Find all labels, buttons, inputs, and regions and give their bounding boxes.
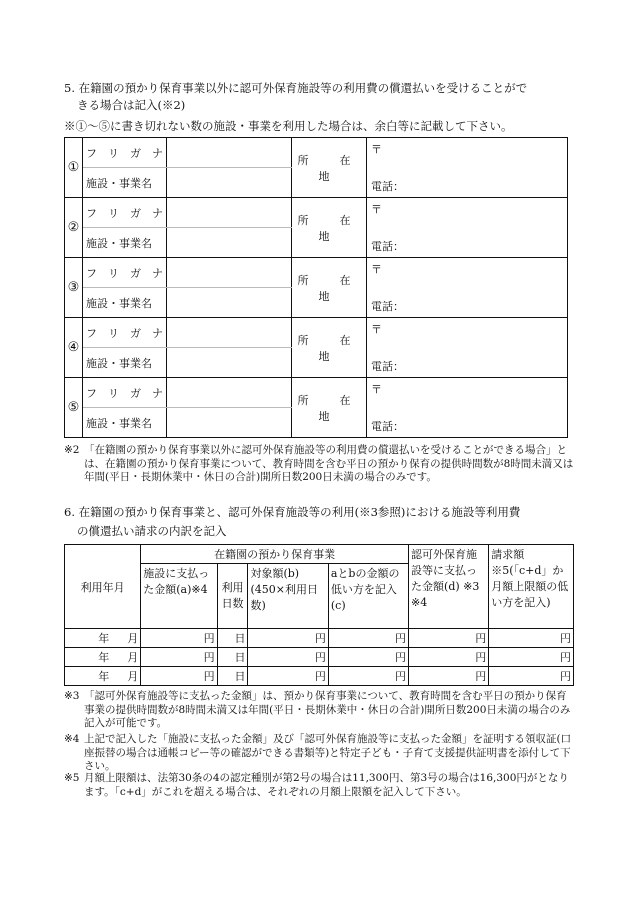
facility-name-label: 施設・事業名 [83, 228, 167, 258]
facility-row-furigana [65, 198, 568, 228]
phone-label: 電話： [371, 300, 404, 313]
note4-mark: ※4 [64, 733, 80, 745]
fee-breakdown-table [64, 544, 574, 686]
month-cell[interactable] [65, 648, 141, 667]
month-unit: 月 [127, 632, 139, 645]
note4-text: 上記で記入した「施設に支払った金額」及び「認可外保育施設等に支払った金額」を証明する領収証(口座振替の場合は通帳コピー等の確認ができる書類等)と特定子ども・子育て支援提供証明書を添付して下さい。 [84, 733, 572, 772]
month-unit: 月 [127, 670, 139, 683]
furigana-input[interactable] [167, 378, 292, 408]
claim-cell[interactable]: 円 [489, 648, 574, 667]
furigana-label: フ リ ガ ナ [83, 198, 167, 228]
amount-c-cell[interactable]: 円 [328, 629, 408, 648]
note5-mark: ※5 [64, 772, 80, 784]
section6-heading-line2: の償還払い請求の内訳を記入 [77, 524, 227, 538]
col-month-header: 利用年月 [65, 545, 141, 629]
facility-name-label: 施設・事業名 [83, 168, 167, 198]
facility-name-label: 施設・事業名 [83, 348, 167, 378]
amount-b-cell[interactable]: 円 [248, 667, 328, 686]
days-cell[interactable]: 日 [217, 648, 248, 667]
amount-d-cell[interactable]: 円 [409, 648, 489, 667]
address-label: 所 在 地 [292, 378, 367, 438]
facility-name-input[interactable] [167, 348, 292, 378]
amount-c-cell[interactable]: 円 [328, 667, 408, 686]
furigana-input[interactable] [167, 258, 292, 288]
facility-row-furigana [65, 378, 568, 408]
section5-note-top: ※①～⑤に書き切れない数の施設・事業を利用した場合は、余白等に記載して下さい。 [64, 119, 513, 133]
fee-row [65, 667, 574, 686]
address-input[interactable] [367, 318, 568, 378]
facility-number: ① [65, 138, 83, 198]
col-claim-header: 請求額 ※5(「c+d」か月額上限額の低い方を記入) [489, 545, 574, 629]
year-unit: 年 [98, 651, 110, 664]
azukari-group-header: 在籍園の預かり保育事業 [141, 545, 409, 564]
fee-row [65, 648, 574, 667]
address-label: 所 在 地 [292, 198, 367, 258]
address-label: 所 在 地 [292, 258, 367, 318]
amount-a-cell[interactable]: 円 [141, 667, 217, 686]
postal-mark: 〒 [371, 323, 382, 336]
amount-d-cell[interactable]: 円 [409, 629, 489, 648]
days-cell[interactable]: 日 [217, 667, 248, 686]
amount-b-cell[interactable]: 円 [248, 648, 328, 667]
facility-row-furigana [65, 318, 568, 348]
furigana-label: フ リ ガ ナ [83, 318, 167, 348]
col-b-header: 対象額(b)(450×利用日数) [248, 564, 328, 629]
col-c-header: aとbの金額の低い方を記入(c) [328, 564, 408, 629]
furigana-label: フ リ ガ ナ [83, 258, 167, 288]
furigana-input[interactable] [167, 138, 292, 168]
facility-number: ⑤ [65, 378, 83, 438]
furigana-input[interactable] [167, 198, 292, 228]
note2-mark: ※2 [64, 444, 80, 456]
section6-heading-line1: 6. 在籍園の預かり保育事業と、認可外保育施設等の利用(※3参照)における施設等利用費 [64, 505, 521, 519]
col-d-header: 認可外保育施設等に支払った金額(d) ※3 ※4 [409, 545, 489, 629]
year-unit: 年 [98, 632, 110, 645]
address-label: 所 在 地 [292, 138, 367, 198]
facility-number: ④ [65, 318, 83, 378]
col-a-header: 施設に支払った金額(a)※4 [141, 564, 217, 629]
year-unit: 年 [98, 670, 110, 683]
facility-name-label: 施設・事業名 [83, 408, 167, 438]
facility-name-input[interactable] [167, 408, 292, 438]
claim-cell[interactable]: 円 [489, 667, 574, 686]
month-cell[interactable] [65, 667, 141, 686]
col-days-header: 利用日数 [217, 564, 248, 629]
phone-label: 電話： [371, 180, 404, 193]
fee-row [65, 629, 574, 648]
note5-text: 月額上限額は、法第30条の4の認定種別が第2号の場合は11,300円、第3号の場合は16,300円がとなります。「c+d」がこれを超える場合は、それぞれの月額上限額を記入して下さい。 [84, 772, 569, 798]
address-input[interactable] [367, 138, 568, 198]
claim-cell[interactable]: 円 [489, 629, 574, 648]
facility-row-furigana [65, 138, 568, 168]
address-label: 所 在 地 [292, 318, 367, 378]
postal-mark: 〒 [371, 203, 382, 216]
furigana-input[interactable] [167, 318, 292, 348]
phone-label: 電話： [371, 420, 404, 433]
postal-mark: 〒 [371, 383, 382, 396]
address-input[interactable] [367, 258, 568, 318]
note3-text: 「認可外保育施設等に支払った金額」は、預かり保育事業について、教育時間を含む平日の預かり保育事業の提供時間数が8時間未満又は年間(平日・長期休業中・休日の合計)開所日数200日未満の場合のみ記入が可能です。 [84, 690, 571, 729]
section5-heading-line1: 5. 在籍園の預かり保育事業以外に認可外保育施設等の利用費の償還払いを受けることがで [64, 81, 528, 95]
furigana-label: フ リ ガ ナ [83, 138, 167, 168]
facility-number: ③ [65, 258, 83, 318]
note3-mark: ※3 [64, 690, 80, 702]
section5-heading-line2: きる場合は記入(※2) [77, 98, 186, 112]
amount-d-cell[interactable]: 円 [409, 667, 489, 686]
furigana-label: フ リ ガ ナ [83, 378, 167, 408]
postal-mark: 〒 [371, 143, 382, 156]
address-input[interactable] [367, 378, 568, 438]
amount-a-cell[interactable]: 円 [141, 648, 217, 667]
amount-b-cell[interactable]: 円 [248, 629, 328, 648]
facility-number: ② [65, 198, 83, 258]
phone-label: 電話： [371, 240, 404, 253]
month-unit: 月 [127, 651, 139, 664]
address-input[interactable] [367, 198, 568, 258]
amount-c-cell[interactable]: 円 [328, 648, 408, 667]
facility-name-input[interactable] [167, 228, 292, 258]
phone-label: 電話： [371, 360, 404, 373]
facility-row-furigana [65, 258, 568, 288]
days-cell[interactable]: 日 [217, 629, 248, 648]
month-cell[interactable] [65, 629, 141, 648]
postal-mark: 〒 [371, 263, 382, 276]
amount-a-cell[interactable]: 円 [141, 629, 217, 648]
facility-table [64, 137, 568, 438]
facility-name-input[interactable] [167, 168, 292, 198]
facility-name-label: 施設・事業名 [83, 288, 167, 318]
note2-text: 「在籍園の預かり保育事業以外に認可外保育施設等の利用費の償還払いを受けることができる場合」とは、在籍園の預かり保育事業について、教育時間を含む平日の預かり保育の提供時間数が8時間未満又は年間(平日・長期休業中・休日の合計)開所日数200日未満の場合のみです。 [84, 444, 574, 483]
facility-name-input[interactable] [167, 288, 292, 318]
